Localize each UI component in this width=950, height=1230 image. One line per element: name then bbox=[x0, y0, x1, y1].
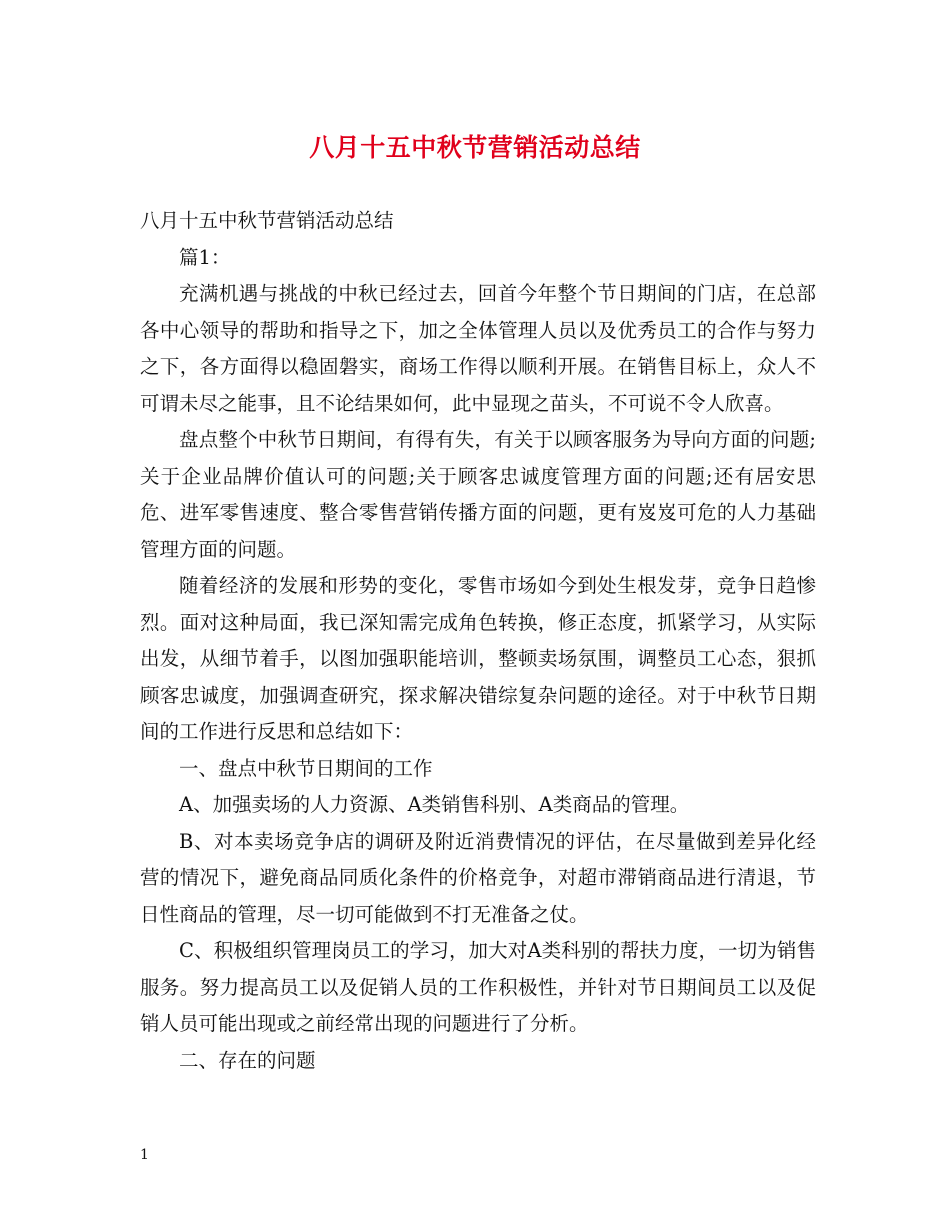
paragraph: 充满机遇与挑战的中秋已经过去，回首今年整个节日期间的门店，在总部各中心领导的帮助和指导之下，加之全体管理人员以及优秀员工的合作与努力之下，各方面得以稳固磐实，商场工作得以顺利开展。在销售目标上，众人不可谓未尽之能事，且不论结果如何，此中显现之苗头，不可说不令人欣喜。 bbox=[140, 282, 816, 415]
section-heading: 二、存在的问题 bbox=[179, 1048, 316, 1072]
section-heading: 一、盘点中秋节日期间的工作 bbox=[179, 756, 433, 780]
document-title: 八月十五中秋节营销活动总结 bbox=[309, 133, 641, 162]
paragraph: 随着经济的发展和形势的变化，零售市场如今到处生根发芽，竞争日趋惨烈。面对这种局面，我已深知需完成角色转换，修正态度，抓紧学习，从实际出发，从细节着手，以图加强职能培训，整顿卖场氛围，调整员工心态，狠抓顾客忠诚度，加强调查研究，探求解决错综复杂问题的途径。对于中秋节日期间的工作进行反思和总结如下： bbox=[140, 574, 816, 743]
paragraph-section-label: 篇1： bbox=[179, 245, 231, 269]
paragraph-heading: 八月十五中秋节营销活动总结 bbox=[140, 209, 394, 232]
paragraph: A、加强卖场的人力资源、A类销售科别、A类商品的管理。 bbox=[179, 793, 690, 816]
paragraph: C、积极组织管理岗员工的学习，加大对A类科别的帮扶力度，一切为销售服务。努力提高员工以及促销人员的工作积极性，并针对节日期间员工以及促销人员可能出现或之前经常出现的问题进行了分析。 bbox=[140, 939, 816, 1035]
page-number: 1 bbox=[140, 1147, 149, 1163]
document-body bbox=[140, 203, 816, 1079]
paragraph: 盘点整个中秋节日期间，有得有失，有关于以顾客服务为导向方面的问题;关于企业品牌价值认可的问题;关于顾客忠诚度管理方面的问题;还有居安思危、进军零售速度、整合零售营销传播方面的问题，更有岌岌可危的人力基础管理方面的问题。 bbox=[140, 428, 816, 561]
paragraph: B、对本卖场竞争店的调研及附近消费情况的评估，在尽量做到差异化经营的情况下，避免商品同质化条件的价格竞争，对超市滞销商品进行清退，节日性商品的管理，尽一切可能做到不打无准备之仗。 bbox=[140, 829, 816, 926]
